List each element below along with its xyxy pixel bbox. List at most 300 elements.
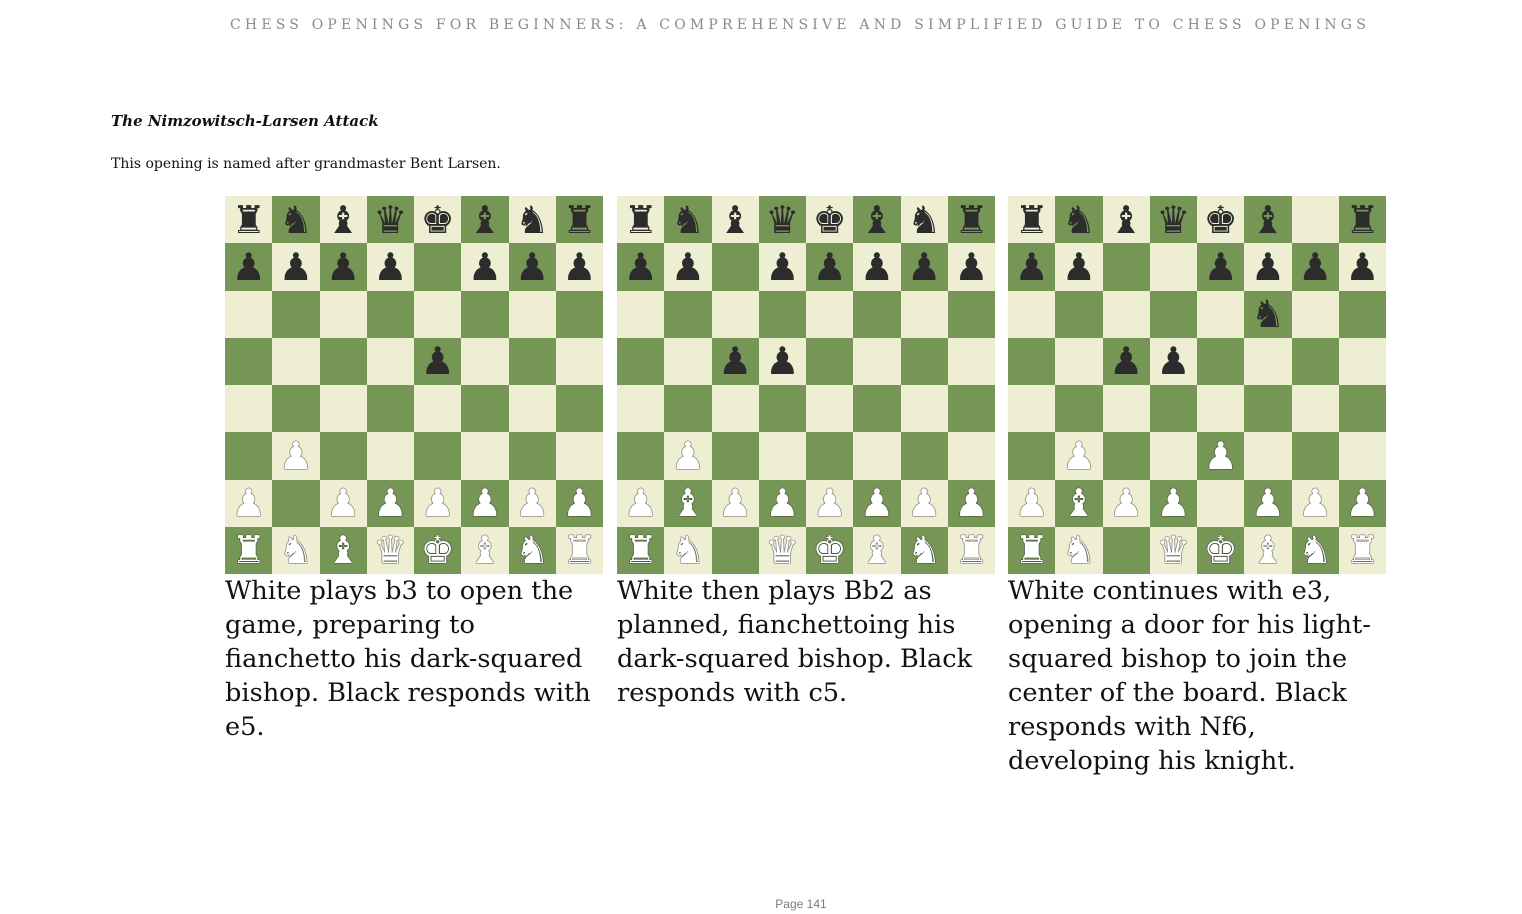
board-square — [556, 196, 603, 243]
board-square — [272, 243, 319, 290]
board-square — [556, 243, 603, 290]
white-knight-icon: ♞ — [278, 528, 313, 573]
board-square — [1150, 385, 1197, 432]
board-square — [617, 338, 664, 385]
board-square — [901, 196, 948, 243]
white-queen-icon: ♛ — [373, 528, 408, 573]
black-knight-icon: ♞ — [1061, 197, 1096, 242]
board-square — [1292, 385, 1339, 432]
board-square — [414, 243, 461, 290]
board-square — [664, 338, 711, 385]
board-square — [367, 196, 414, 243]
black-pawn-icon: ♟ — [467, 244, 502, 289]
board-square — [1197, 338, 1244, 385]
board-square — [225, 432, 272, 479]
board-square — [1103, 527, 1150, 574]
board-square — [1103, 243, 1150, 290]
board-square — [853, 385, 900, 432]
board-square — [272, 338, 319, 385]
board-square — [225, 385, 272, 432]
chessboard — [1008, 196, 1386, 574]
black-pawn-icon: ♟ — [623, 244, 658, 289]
board-square — [1292, 480, 1339, 527]
board-square — [1055, 527, 1102, 574]
board-square — [1055, 432, 1102, 479]
diagram-3 — [1008, 196, 1386, 778]
board-square — [806, 432, 853, 479]
white-pawn-icon: ♟ — [231, 481, 266, 526]
board-square — [509, 338, 556, 385]
white-pawn-icon: ♟ — [812, 481, 847, 526]
white-bishop-icon: ♝ — [670, 481, 705, 526]
board-square — [414, 338, 461, 385]
board-square — [853, 243, 900, 290]
board-square — [712, 196, 759, 243]
board-square — [1292, 527, 1339, 574]
board-square — [414, 480, 461, 527]
white-king-icon: ♚ — [420, 528, 455, 573]
board-square — [1103, 480, 1150, 527]
black-pawn-icon: ♟ — [1109, 339, 1144, 384]
board-square — [1008, 196, 1055, 243]
board-square — [1055, 338, 1102, 385]
black-pawn-icon: ♟ — [420, 339, 455, 384]
white-pawn-icon: ♟ — [1203, 433, 1238, 478]
board-square — [1150, 480, 1197, 527]
board-square — [1244, 196, 1291, 243]
black-rook-icon: ♜ — [231, 197, 266, 242]
board-square — [1244, 385, 1291, 432]
board-square — [1339, 480, 1386, 527]
board-square — [414, 385, 461, 432]
white-bishop-icon: ♝ — [859, 528, 894, 573]
white-bishop-icon: ♝ — [467, 528, 502, 573]
board-square — [948, 527, 995, 574]
board-square — [225, 527, 272, 574]
black-knight-icon: ♞ — [907, 197, 942, 242]
black-bishop-icon: ♝ — [1109, 197, 1144, 242]
board-square — [664, 432, 711, 479]
board-square — [1244, 527, 1291, 574]
board-square — [617, 291, 664, 338]
board-square — [461, 527, 508, 574]
board-square — [712, 291, 759, 338]
board-square — [367, 291, 414, 338]
board-square — [806, 196, 853, 243]
board-square — [901, 291, 948, 338]
board-square — [853, 432, 900, 479]
board-square — [853, 196, 900, 243]
board-square — [556, 291, 603, 338]
board-square — [759, 243, 806, 290]
white-bishop-icon: ♝ — [326, 528, 361, 573]
white-pawn-icon: ♟ — [954, 481, 989, 526]
board-square — [461, 196, 508, 243]
board-square — [948, 196, 995, 243]
white-knight-icon: ♞ — [907, 528, 942, 573]
board-square — [1103, 385, 1150, 432]
board-square — [1339, 527, 1386, 574]
white-pawn-icon: ♟ — [1345, 481, 1380, 526]
board-square — [759, 480, 806, 527]
black-pawn-icon: ♟ — [765, 244, 800, 289]
black-rook-icon: ♜ — [562, 197, 597, 242]
board-square — [1150, 338, 1197, 385]
black-rook-icon: ♜ — [1345, 197, 1380, 242]
board-square — [712, 243, 759, 290]
white-pawn-icon: ♟ — [907, 481, 942, 526]
board-square — [1055, 480, 1102, 527]
board-square — [1292, 243, 1339, 290]
board-square — [712, 527, 759, 574]
board-square — [617, 243, 664, 290]
board-square — [320, 385, 367, 432]
board-square — [1292, 432, 1339, 479]
board-square — [414, 527, 461, 574]
board-square — [948, 291, 995, 338]
board-square — [948, 385, 995, 432]
board-square — [901, 338, 948, 385]
black-bishop-icon: ♝ — [1250, 197, 1285, 242]
board-square — [1008, 385, 1055, 432]
board-square — [664, 480, 711, 527]
board-square — [806, 338, 853, 385]
board-square — [367, 243, 414, 290]
white-pawn-icon: ♟ — [562, 481, 597, 526]
black-pawn-icon: ♟ — [812, 244, 847, 289]
board-square — [272, 196, 319, 243]
board-square — [320, 480, 367, 527]
board-square — [901, 432, 948, 479]
black-rook-icon: ♜ — [623, 197, 658, 242]
board-square — [1103, 338, 1150, 385]
white-knight-icon: ♞ — [515, 528, 550, 573]
chessboard — [617, 196, 995, 574]
diagram-2 — [617, 196, 995, 710]
section-title: The Nimzowitsch-Larsen Attack — [111, 112, 379, 130]
black-rook-icon: ♜ — [954, 197, 989, 242]
black-rook-icon: ♜ — [1014, 197, 1049, 242]
black-bishop-icon: ♝ — [718, 197, 753, 242]
board-square — [1339, 338, 1386, 385]
black-queen-icon: ♛ — [373, 197, 408, 242]
board-square — [712, 385, 759, 432]
board-square — [664, 243, 711, 290]
board-square — [556, 480, 603, 527]
board-square — [320, 291, 367, 338]
board-square — [1008, 291, 1055, 338]
board-square — [461, 243, 508, 290]
white-bishop-icon: ♝ — [1061, 481, 1096, 526]
board-square — [320, 196, 367, 243]
black-bishop-icon: ♝ — [326, 197, 361, 242]
board-square — [225, 243, 272, 290]
board-square — [1244, 432, 1291, 479]
board-square — [664, 527, 711, 574]
board-square — [509, 480, 556, 527]
board-square — [1292, 196, 1339, 243]
diagram-caption: White continues with e3, opening a door for his light-squared bishop to join the center of the board. Black responds with Nf6, developing his knight. — [1008, 576, 1371, 776]
board-square — [617, 480, 664, 527]
board-square — [806, 527, 853, 574]
board-square — [853, 291, 900, 338]
board-square — [367, 480, 414, 527]
black-pawn-icon: ♟ — [231, 244, 266, 289]
black-queen-icon: ♛ — [1156, 197, 1191, 242]
black-knight-icon: ♞ — [670, 197, 705, 242]
board-square — [1197, 291, 1244, 338]
board-square — [1150, 432, 1197, 479]
board-square — [509, 291, 556, 338]
page-number: Page 141 — [775, 897, 827, 911]
board-square — [1292, 291, 1339, 338]
board-square — [509, 432, 556, 479]
board-square — [414, 291, 461, 338]
board-square — [806, 480, 853, 527]
board-square — [901, 480, 948, 527]
white-rook-icon: ♜ — [623, 528, 658, 573]
board-square — [901, 385, 948, 432]
black-knight-icon: ♞ — [1250, 292, 1285, 337]
black-pawn-icon: ♟ — [373, 244, 408, 289]
white-pawn-icon: ♟ — [1109, 481, 1144, 526]
white-pawn-icon: ♟ — [623, 481, 658, 526]
white-pawn-icon: ♟ — [1250, 481, 1285, 526]
black-knight-icon: ♞ — [515, 197, 550, 242]
black-pawn-icon: ♟ — [907, 244, 942, 289]
board-square — [1197, 527, 1244, 574]
board-square — [509, 196, 556, 243]
board-square — [320, 527, 367, 574]
white-pawn-icon: ♟ — [420, 481, 455, 526]
board-square — [225, 291, 272, 338]
board-square — [1197, 196, 1244, 243]
black-pawn-icon: ♟ — [718, 339, 753, 384]
white-pawn-icon: ♟ — [278, 433, 313, 478]
white-pawn-icon: ♟ — [467, 481, 502, 526]
board-square — [1339, 196, 1386, 243]
board-square — [1008, 243, 1055, 290]
running-header: CHESS OPENINGS FOR BEGINNERS: A COMPREHENSIVE AND SIMPLIFIED GUIDE TO CHESS OPENINGS — [230, 17, 1370, 33]
white-rook-icon: ♜ — [954, 528, 989, 573]
board-square — [1008, 338, 1055, 385]
board-square — [1055, 196, 1102, 243]
board-square — [1008, 527, 1055, 574]
white-rook-icon: ♜ — [1345, 528, 1380, 573]
diagram-1 — [225, 196, 603, 744]
board-square — [461, 338, 508, 385]
board-square — [759, 338, 806, 385]
board-square — [1339, 243, 1386, 290]
white-pawn-icon: ♟ — [373, 481, 408, 526]
board-square — [272, 385, 319, 432]
board-square — [1103, 291, 1150, 338]
board-square — [664, 385, 711, 432]
diagram-caption: White then plays Bb2 as planned, fianchettoing his dark-squared bishop. Black responds with c5. — [617, 576, 973, 708]
chessboard — [225, 196, 603, 574]
black-pawn-icon: ♟ — [954, 244, 989, 289]
board-square — [1055, 385, 1102, 432]
board-square — [414, 432, 461, 479]
white-pawn-icon: ♟ — [718, 481, 753, 526]
board-square — [901, 527, 948, 574]
board-square — [1339, 432, 1386, 479]
board-square — [367, 338, 414, 385]
board-square — [1339, 385, 1386, 432]
black-bishop-icon: ♝ — [467, 197, 502, 242]
board-square — [320, 338, 367, 385]
board-square — [225, 338, 272, 385]
board-square — [664, 196, 711, 243]
board-square — [1197, 385, 1244, 432]
black-pawn-icon: ♟ — [1014, 244, 1049, 289]
white-pawn-icon: ♟ — [859, 481, 894, 526]
board-square — [1197, 480, 1244, 527]
black-pawn-icon: ♟ — [1345, 244, 1380, 289]
board-square — [712, 480, 759, 527]
board-square — [225, 480, 272, 527]
board-square — [664, 291, 711, 338]
white-pawn-icon: ♟ — [326, 481, 361, 526]
white-pawn-icon: ♟ — [1014, 481, 1049, 526]
board-square — [1150, 243, 1197, 290]
white-rook-icon: ♜ — [1014, 528, 1049, 573]
black-pawn-icon: ♟ — [1298, 244, 1333, 289]
board-square — [272, 432, 319, 479]
board-square — [414, 196, 461, 243]
board-square — [1103, 196, 1150, 243]
white-pawn-icon: ♟ — [1298, 481, 1333, 526]
board-square — [461, 385, 508, 432]
board-square — [509, 527, 556, 574]
black-pawn-icon: ♟ — [765, 339, 800, 384]
board-square — [617, 432, 664, 479]
black-king-icon: ♚ — [420, 197, 455, 242]
board-square — [759, 385, 806, 432]
board-square — [1197, 243, 1244, 290]
board-square — [853, 527, 900, 574]
board-square — [1103, 432, 1150, 479]
board-square — [853, 480, 900, 527]
board-square — [712, 338, 759, 385]
board-square — [712, 432, 759, 479]
board-square — [461, 480, 508, 527]
board-square — [617, 527, 664, 574]
board-square — [759, 527, 806, 574]
board-square — [948, 432, 995, 479]
board-square — [1244, 338, 1291, 385]
black-bishop-icon: ♝ — [859, 197, 894, 242]
board-square — [1150, 196, 1197, 243]
white-pawn-icon: ♟ — [1156, 481, 1191, 526]
board-square — [556, 432, 603, 479]
white-queen-icon: ♛ — [1156, 528, 1191, 573]
board-square — [617, 196, 664, 243]
board-square — [1008, 432, 1055, 479]
black-pawn-icon: ♟ — [1203, 244, 1238, 289]
board-square — [853, 338, 900, 385]
board-square — [509, 243, 556, 290]
board-square — [948, 338, 995, 385]
board-square — [948, 480, 995, 527]
black-pawn-icon: ♟ — [515, 244, 550, 289]
board-square — [225, 196, 272, 243]
board-square — [1055, 291, 1102, 338]
board-square — [1244, 480, 1291, 527]
white-knight-icon: ♞ — [1298, 528, 1333, 573]
black-pawn-icon: ♟ — [562, 244, 597, 289]
white-king-icon: ♚ — [1203, 528, 1238, 573]
board-square — [272, 291, 319, 338]
board-square — [556, 527, 603, 574]
board-square — [759, 291, 806, 338]
board-square — [461, 432, 508, 479]
black-knight-icon: ♞ — [278, 197, 313, 242]
board-square — [617, 385, 664, 432]
board-square — [461, 291, 508, 338]
board-square — [367, 385, 414, 432]
white-pawn-icon: ♟ — [765, 481, 800, 526]
board-square — [320, 432, 367, 479]
board-square — [509, 385, 556, 432]
white-pawn-icon: ♟ — [1061, 433, 1096, 478]
white-rook-icon: ♜ — [231, 528, 266, 573]
board-square — [759, 432, 806, 479]
board-square — [1150, 527, 1197, 574]
board-square — [948, 243, 995, 290]
white-knight-icon: ♞ — [670, 528, 705, 573]
white-pawn-icon: ♟ — [515, 481, 550, 526]
board-square — [556, 338, 603, 385]
board-square — [367, 432, 414, 479]
black-queen-icon: ♛ — [765, 197, 800, 242]
white-king-icon: ♚ — [812, 528, 847, 573]
board-square — [1292, 338, 1339, 385]
white-pawn-icon: ♟ — [670, 433, 705, 478]
board-square — [320, 243, 367, 290]
board-square — [1197, 432, 1244, 479]
white-queen-icon: ♛ — [765, 528, 800, 573]
diagram-caption: White plays b3 to open the game, preparing to fianchetto his dark-squared bishop. Black responds with e5. — [225, 576, 591, 742]
board-square — [806, 291, 853, 338]
board-square — [1008, 480, 1055, 527]
white-bishop-icon: ♝ — [1250, 528, 1285, 573]
board-square — [1150, 291, 1197, 338]
black-pawn-icon: ♟ — [1250, 244, 1285, 289]
black-king-icon: ♚ — [1203, 197, 1238, 242]
black-pawn-icon: ♟ — [1061, 244, 1096, 289]
board-square — [1055, 243, 1102, 290]
black-pawn-icon: ♟ — [670, 244, 705, 289]
board-square — [367, 527, 414, 574]
board-square — [806, 385, 853, 432]
black-pawn-icon: ♟ — [1156, 339, 1191, 384]
board-square — [806, 243, 853, 290]
intro-paragraph: This opening is named after grandmaster Bent Larsen. — [111, 156, 501, 172]
black-pawn-icon: ♟ — [326, 244, 361, 289]
board-square — [272, 527, 319, 574]
board-square — [1339, 291, 1386, 338]
board-square — [1244, 243, 1291, 290]
board-square — [556, 385, 603, 432]
board-square — [272, 480, 319, 527]
board-square — [901, 243, 948, 290]
white-rook-icon: ♜ — [562, 528, 597, 573]
white-knight-icon: ♞ — [1061, 528, 1096, 573]
board-square — [1244, 291, 1291, 338]
black-king-icon: ♚ — [812, 197, 847, 242]
black-pawn-icon: ♟ — [278, 244, 313, 289]
